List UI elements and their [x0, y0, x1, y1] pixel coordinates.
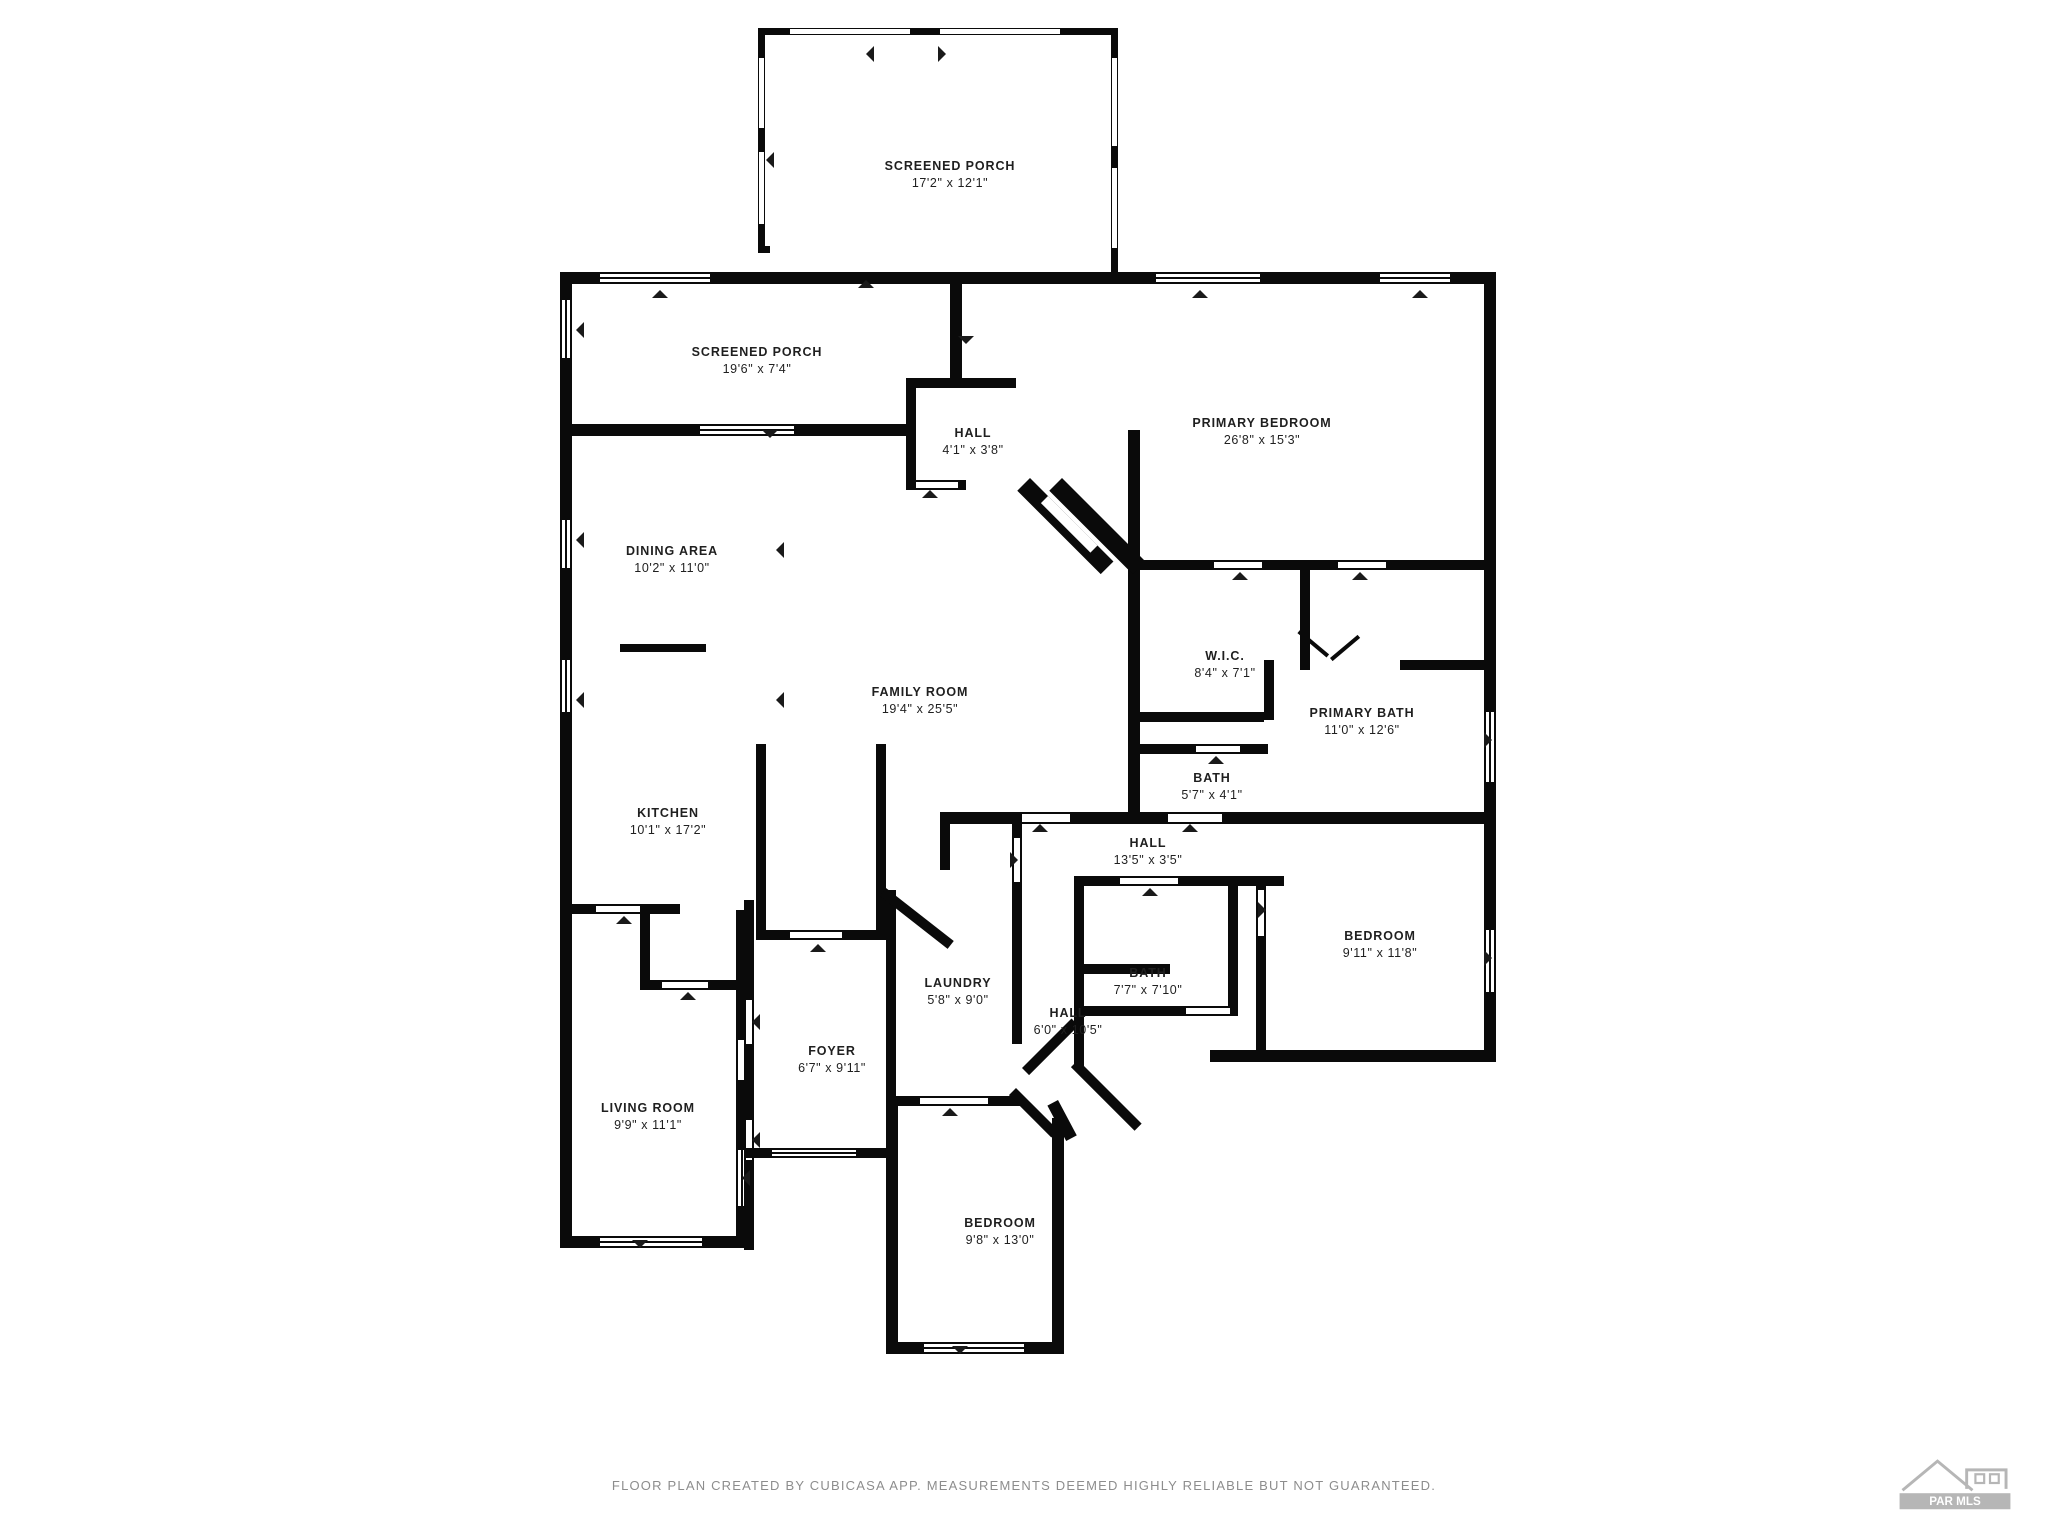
laundry-wall-top-strip [940, 812, 1022, 822]
dining-kitchen-stub [620, 644, 706, 652]
primary-bedroom-window-top-1-line [1156, 277, 1260, 279]
room-label-bath-hall: BATH 7'7" x 7'10" [1113, 966, 1183, 997]
porch-lower-window-left-line [565, 300, 567, 358]
primary-bath-shower-line-2 [1330, 635, 1360, 661]
wic-wall-bottom [1128, 712, 1264, 722]
kitchen-wall-right-lower [640, 904, 650, 990]
porch-lower-window-top-line [600, 277, 710, 279]
dining-window-left-2-line [565, 660, 567, 712]
room-label-dining-area: DINING AREA 10'2" x 11'0" [625, 544, 719, 575]
kitchen-family-opening [790, 932, 842, 938]
hall-upper-door-bottom [916, 482, 958, 488]
logo-text: PAR MLS [1929, 1494, 1981, 1508]
wic-door-top [1214, 562, 1262, 568]
living-room-window-right-line [741, 1150, 743, 1206]
porch-upper-window-left-1 [759, 58, 764, 128]
hall-mid-opening-2 [1168, 814, 1222, 822]
exterior-wall-bottom-right-wing [1210, 1050, 1496, 1062]
bath-hall-wall-right [1228, 876, 1238, 1016]
bedroom-bottom-wall-left [886, 1096, 898, 1354]
foyer-front-door-line [772, 1152, 856, 1154]
room-label-living-room: LIVING ROOM 9'9" x 11'1" [601, 1101, 695, 1132]
porch-upper-window-top-2 [940, 29, 1060, 34]
living-room-window-bottom-line [600, 1241, 702, 1243]
family-room-stub-wall [756, 744, 766, 864]
laundry-bottom-opening [920, 1098, 988, 1104]
primary-bath-wall-left-lower [1264, 660, 1274, 720]
living-room-wall-left [560, 910, 572, 1248]
laundry-door-opening [1014, 838, 1020, 882]
room-label-family-room: FAMILY ROOM 19'4" x 25'5" [871, 685, 969, 716]
bedroom-bottom-window-line [924, 1347, 1024, 1349]
porch-lower-wall-right [888, 424, 916, 436]
porch-upper-wall-bottom-left [758, 246, 770, 253]
family-room-wall-lower-right [1128, 560, 1140, 820]
room-label-primary-bedroom: PRIMARY BEDROOM 26'8" x 15'3" [1192, 416, 1332, 447]
bedroom-right-window-right-line [1489, 930, 1491, 992]
room-label-screened-porch-upper: SCREENED PORCH 17'2" x 12'1" [884, 159, 1016, 190]
hall-mid-bath-door [1120, 878, 1178, 884]
foyer-wall-right [876, 744, 886, 930]
primary-bedroom-wall-left [950, 284, 962, 386]
primary-bath-door [1338, 562, 1386, 568]
room-label-hall-lower: HALL 6'0" x 10'5" [1033, 1006, 1103, 1037]
hall-mid-wall-bottom [1074, 876, 1284, 886]
foyer-wall-left [744, 900, 754, 1250]
room-label-wic: W.I.C. 8'4" x 7'1" [1194, 649, 1256, 680]
bath-hall-opening-bottom [1186, 1008, 1230, 1014]
porch-lower-door-line [700, 429, 794, 431]
foyer-opening-left-1 [746, 1000, 752, 1044]
room-label-foyer: FOYER 6'7" x 9'11" [798, 1044, 866, 1075]
kitchen-pass-opening [662, 982, 708, 988]
primary-bath-window-right-line [1489, 712, 1491, 782]
room-label-primary-bath: PRIMARY BATH 11'0" x 12'6" [1309, 706, 1415, 737]
porch-upper-window-right-2 [1112, 168, 1117, 248]
bedroom-right-door [1258, 890, 1264, 936]
room-label-bedroom-right: BEDROOM 9'11" x 11'8" [1342, 929, 1418, 960]
porch-upper-window-top-1 [790, 29, 910, 34]
room-label-hall-upper: HALL 4'1" x 3'8" [942, 426, 1004, 457]
dining-window-left-1-line [565, 520, 567, 568]
kitchen-door-opening [596, 906, 640, 912]
bath-small-door [1196, 746, 1240, 752]
footer-disclaimer: FLOOR PLAN CREATED BY CUBICASA APP. MEASUREMENTS DEEMED HIGHLY RELIABLE BUT NOT GUARANTEED. [611, 1478, 1437, 1493]
primary-bath-partition [1300, 620, 1310, 670]
room-label-bedroom-bottom: BEDROOM 9'8" x 13'0" [964, 1216, 1036, 1247]
primary-bedroom-window-top-2-line [1380, 277, 1450, 279]
primary-bath-vanity-wall [1400, 660, 1496, 670]
room-label-hall-mid: HALL 13'5" x 3'5" [1113, 836, 1183, 867]
bedroom-bottom-wall-right [1052, 1118, 1064, 1354]
porch-upper-window-left-2 [759, 152, 764, 224]
room-label-kitchen: KITCHEN 10'1" x 17'2" [629, 806, 707, 837]
porch-upper-window-right-1 [1112, 58, 1117, 146]
room-label-bath-primary-small: BATH 5'7" x 4'1" [1181, 771, 1243, 802]
par-mls-logo [1896, 1448, 2014, 1518]
bath-hall-wall-left [1074, 876, 1084, 1016]
room-label-laundry: LAUNDRY 5'8" x 9'0" [924, 976, 992, 1007]
hall-lower-angled-right [1071, 1060, 1142, 1131]
laundry-wall-left [886, 890, 896, 1106]
room-label-screened-porch-lower: SCREENED PORCH 19'6" x 7'4" [691, 345, 823, 376]
